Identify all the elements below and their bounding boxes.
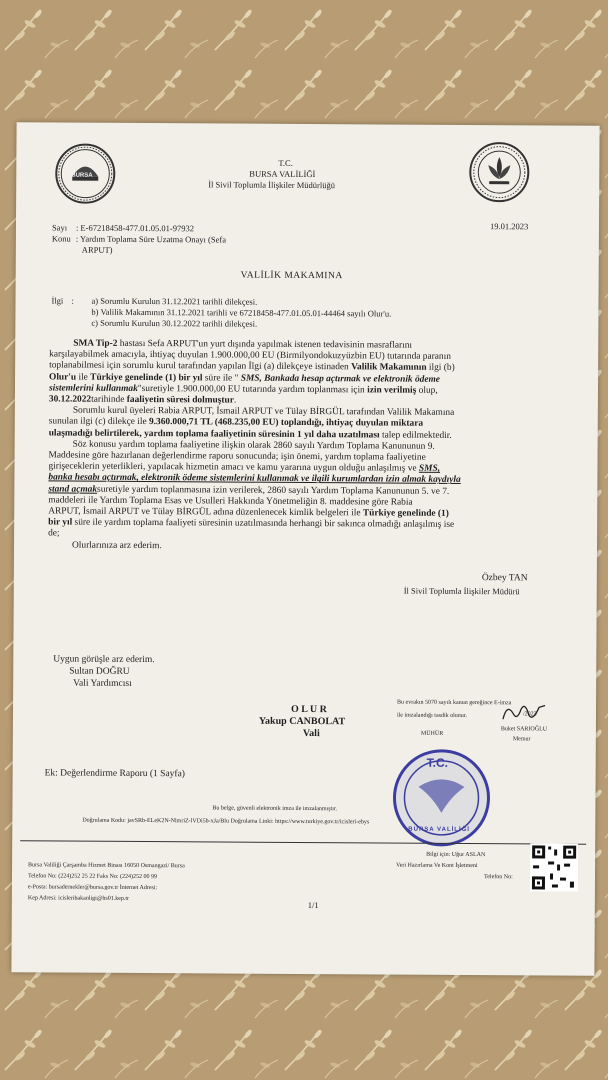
officer-title: Memur xyxy=(512,736,531,743)
esign-note-line2: ile imzalandığı tasdik olunur. xyxy=(396,712,468,719)
ilgi-colon: : xyxy=(71,295,74,306)
recommend-title: Vali Yardımcısı xyxy=(73,678,132,689)
officer-name: Buket SARIOĞLU xyxy=(500,726,548,733)
closing-line: Olurlarınıza arz ederim. xyxy=(71,540,162,551)
verify-code[interactable]: javSRb-ELeK2N-NlmriZ-lVDi5b-xJa/Blu xyxy=(127,817,230,825)
ilgi-c: c) Sorumlu Kurulun 30.12.2022 tarihli dilekçesi. xyxy=(91,317,258,329)
esign-note-line1: Bu evrakın 5070 sayılı kanun gereğince E-imza xyxy=(397,699,512,707)
ilgi-label: İlgi xyxy=(51,295,64,306)
header-institution: BURSA VALİLİĞİ xyxy=(249,168,316,180)
lotus-emblem-icon xyxy=(468,141,530,203)
header-department: İl Sivil Toplumla İlişkiler Müdürlüğü xyxy=(208,179,336,191)
sayi-label: Sayı xyxy=(51,222,68,233)
footer-address: Bursa Valiliği Çarşamba Hizmet Binası 16050 Osmangazi/ Bursa xyxy=(28,862,185,870)
konu-line1: : Yardım Toplama Süre Uzatma Onayı (Sefa xyxy=(75,233,227,245)
para1: SMA Tip-2 hastası Sefa ARPUT'un yurt dışında yapılmak istenen tedavisinin masraflarını karşılayabilmek amacıyla, ihtiyaç duyulan 1.900.000,00 EU (Birmilyondokuzyüzbin EU) tutarında paranın toplanabilmesi için sorumlu kurul tarafından yapılan İlgi (a) dilekçeye istinaden Valilik Makamının ilgi (b) Olur'u ile Türkiye genelinde (1) bir yıl süre ile " SMS, Bankada hesap açtırmak ve elektronik ödeme sistemlerini kullanmak"suretiyle 1.900.000,00 EU tutarında yardım toplanması için izin verilmiş olup, 30.12.2022tarihinde faaliyetin süresi dolmuştur. xyxy=(48,338,455,406)
footer-email[interactable]: e-Posta: bursadernekler@bursa.gov.tr İnternet Adresi: xyxy=(27,884,158,892)
approver-name: Yakup CANBOLAT xyxy=(258,715,346,728)
muhur-label: MÜHÜR xyxy=(420,730,444,737)
page-number: 1/1 xyxy=(307,900,319,911)
qr-code-icon[interactable] xyxy=(530,843,578,891)
verify-line: Doğrulama Kodu: javSRb-ELeK2N-NlmriZ-lVDi5b-xJa/Blu Doğrulama Linki: https://www.turkiye.gov.tr/icisleri-ebys xyxy=(82,817,370,826)
header-tc: T.C. xyxy=(278,157,293,168)
recommend-line: Uygun görüşle arz ederim. xyxy=(53,654,155,666)
recommend-name: Sultan DOĞRU xyxy=(69,666,130,677)
esign-date: /2023 xyxy=(522,711,537,718)
ilgi-b: b) Valilik Makamının 31.12.2021 tarihli ve 67218458-477.01.05.01-44464 sayılı Olur'u. xyxy=(91,306,392,319)
seal-side-text: BURSA VALİLİĞİ xyxy=(408,826,470,834)
seal-top-text: T.C. xyxy=(426,755,449,770)
signer1-title: İl Sivil Toplumla İlişkiler Müdürü xyxy=(403,585,520,597)
handwritten-signature-icon xyxy=(499,699,551,727)
info-phone: Telefon No: xyxy=(483,874,513,881)
addressee: VALİLİK MAKAMINA xyxy=(240,270,343,282)
approver-title: Vali xyxy=(302,727,320,740)
footer-kep[interactable]: Kep Adresi: icisleribakanligi@hs01.kep.tr xyxy=(27,895,130,902)
document-date: 19.01.2023 xyxy=(489,221,529,232)
attachment-note: Ek: Değerlendirme Raporu (1 Sayfa) xyxy=(44,768,185,780)
emblem-label: BURSA xyxy=(71,172,93,179)
signer1-name: Özbey TAN xyxy=(481,573,528,584)
info-contact: Bilgi için: Uğur ASLAN xyxy=(426,851,486,859)
info-role: Veri Hazırlama Ve Kont İşletmeni xyxy=(396,862,478,870)
konu-label: Konu xyxy=(51,233,71,244)
konu-line2: ARPUT) xyxy=(81,244,113,255)
verify-link[interactable]: https://www.turkiye.gov.tr/icisleri-ebys xyxy=(275,818,370,826)
footer-phone-fax: Telefon No: (224)252 25 22 Faks No: (224)252 00 99 xyxy=(27,873,158,881)
para2: Sorumlu kurul üyeleri Rabia ARPUT, İsmail ARPUT ve Tülay BİRGÜL tarafından Valilik Makamına sunulan ilgi (c) dilekçe ile 9.360.000,71 TL (468.235,00 EU) toplandığı, ihtiyaç duyulan miktara ulaşmadığı belirtilerek, yardım toplama faaliyetinin süresinin 1 yıl daha uzatılması talep edilmektedir. xyxy=(48,405,455,441)
ilgi-a: a) Sorumlu Kurulun 31.12.2021 tarihli dilekçesi. xyxy=(91,295,258,307)
para3: Söz konusu yardım toplama faaliyetine ilişkin olarak 2860 sayılı Yardım Toplama Kanununun 9. Maddesine göre hazırlanan değerlendirme raporu sonucunda; işin önemi, yardım toplama faaliyetine girişeceklerin yeterlikleri, yapılacak hizmetin amacı ve kamu yararına uygun olduğu anlaşılmış ve SMS, banka hesabı açtırmak, elektronik ödeme sistemlerini kullanmak ve ilgili kurumlardan izin almak kaydıyla stand açmaksuretiyle yardım toplanmasına izin verilerek, 2860 sayılı Yardım Toplama Kanununun 5. ve 7. maddeleri ile Yardım Toplama Esas ve Usulleri Hakkında Yönetmeliğin 8. maddesine göre Rabia ARPUT, İsmail ARPUT ve Tülay BİRGÜL adına düzenlenecek kimlik belgeleri ile Türkiye genelinde (1) bir yıl süre ile yardım toplama faaliyeti süresinin uzatılmasında herhangi bir sakınca olmadığı anlaşılmış ise de; xyxy=(48,439,461,539)
verify-statement: Bu belge, güvenli elektronik imza ile imzalanmıştır. xyxy=(212,805,338,813)
olur-label: O L U R xyxy=(290,703,327,716)
footer-divider xyxy=(20,840,586,844)
official-letter xyxy=(11,122,599,976)
letter-body xyxy=(48,338,571,554)
sayi-value: : E-67218458-477.01.05.01-97932 xyxy=(75,222,195,234)
